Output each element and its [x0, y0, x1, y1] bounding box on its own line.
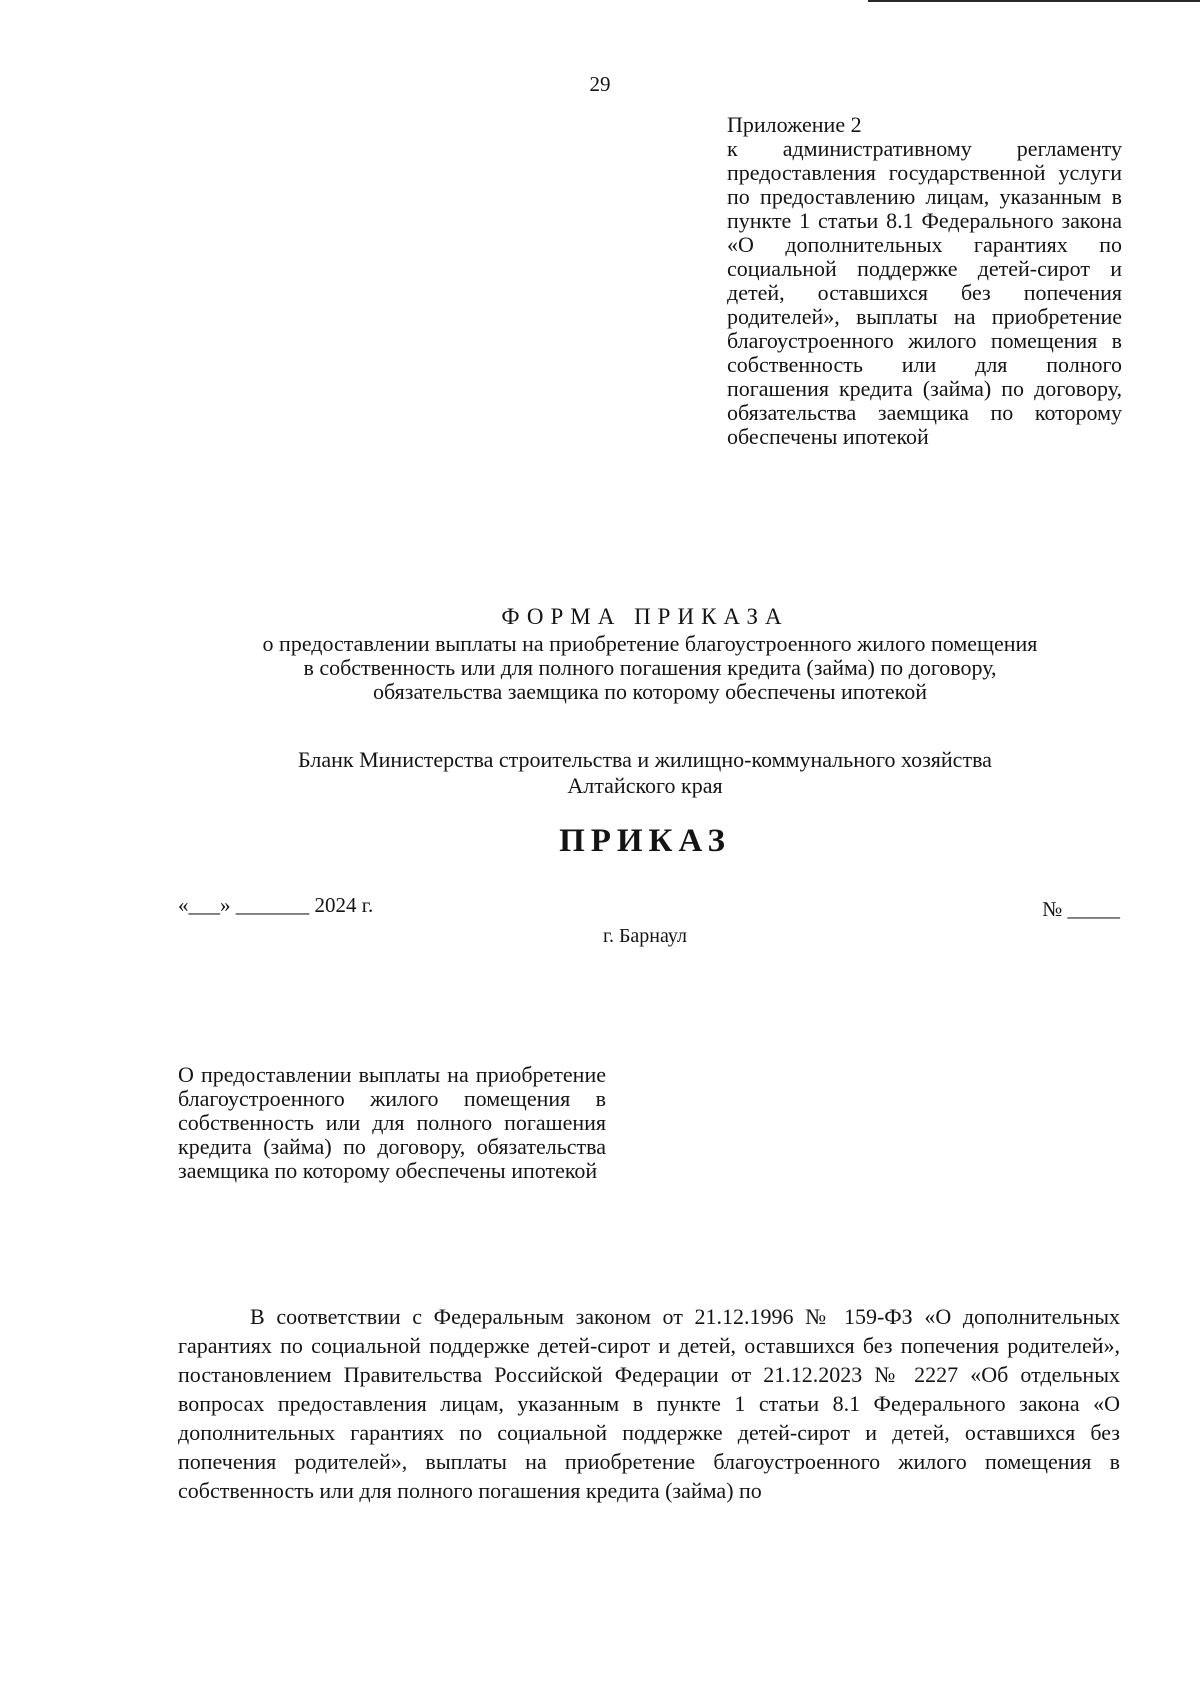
ministry-blank-heading: [150, 747, 1140, 799]
blank-line: Бланк Министерства строительства и жилищно-коммунального хозяйства: [298, 747, 992, 772]
form-subtitle: [170, 632, 1130, 704]
appendix-title: Приложение 2: [727, 112, 862, 137]
order-subject: О предоставлении выплаты на приобретение благоустроенного жилого помещения в собственность или для полного погашения кредита (займа) по договору, обязательства заемщика по которому обеспечены ипотекой: [178, 1062, 606, 1183]
form-subtitle-line: в собственность или для полного погашения кредита (займа) по договору,: [303, 655, 997, 680]
form-title: ФОРМА ПРИКАЗА: [501, 604, 789, 629]
page-number: 29: [589, 72, 611, 96]
top-edge-rule: [868, 0, 1200, 2]
order-number-field: № _____: [1042, 897, 1120, 921]
order-title: ПРИКАЗ: [559, 823, 731, 859]
blank-line: Алтайского края: [567, 773, 723, 798]
order-body-paragraph: В соответствии с Федеральным законом от 21.12.1996 № 159-ФЗ «О дополнительных гарантиях по социальной поддержке детей-сирот и детей, оставшихся без попечения родителей», постановлением Правительства Российской Федерации от 21.12.2023 № 2227 «Об отдельных вопросах предоставления лицам, указанным в пункте 1 статьи 8.1 Федерального закона «О дополнительных гарантиях по социальной поддержке детей-сирот и детей, оставшихся без попечения родителей», выплаты на приобретение благоустроенного жилого помещения в собственность или для полного погашения кредита (займа) по: [178, 1304, 1120, 1503]
order-city: г. Барнаул: [603, 925, 687, 947]
appendix-block: [727, 112, 1122, 449]
form-subtitle-line: обязательства заемщика по которому обеспечены ипотекой: [373, 679, 927, 704]
form-subtitle-line: о предоставлении выплаты на приобретение благоустроенного жилого помещения: [262, 631, 1038, 656]
order-date-field: «___» _______ 2024 г.: [178, 893, 374, 917]
appendix-text: к административному регламенту предоставления государственной услуги по предоставлению лицам, указанным в пункте 1 статьи 8.1 Федерального закона «О дополнительных гарантиях по социальной поддержке детей-сирот и детей, оставшихся без попечения родителей», выплаты на приобретение благоустроенного жилого помещения в собственность или для полного погашения кредита (займа) по договору, обязательства заемщика по которому обеспечены ипотекой: [727, 136, 1122, 449]
